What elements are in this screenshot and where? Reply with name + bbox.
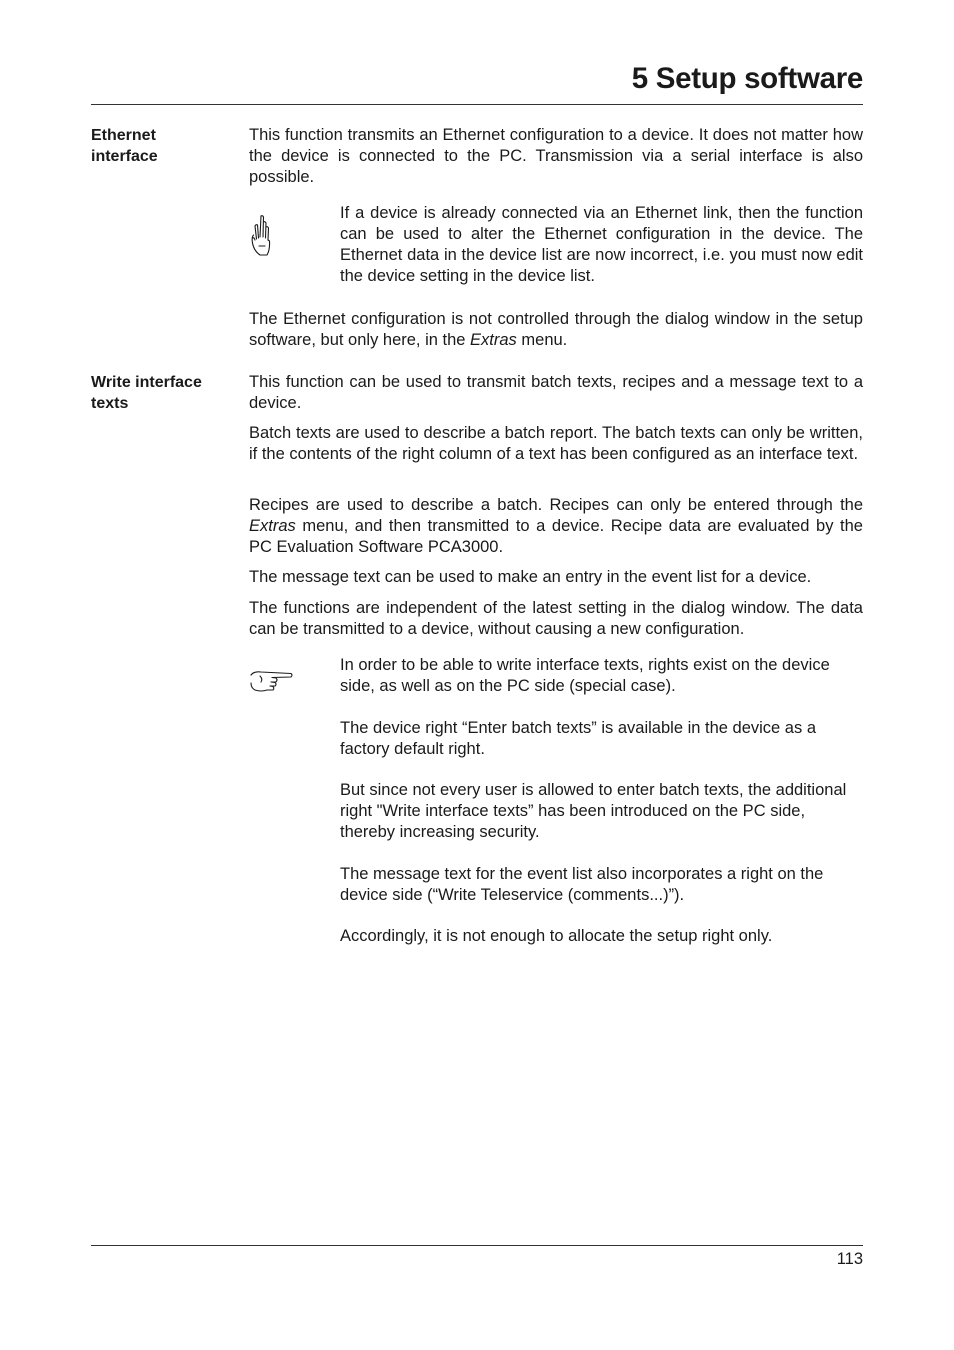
rights-note-5: Accordingly, it is not enough to allocate the setup right only. xyxy=(340,927,773,945)
rights-note-4: The message text for the event list also incorporates a right on the device side (“Write Teleservice (comments...)”). xyxy=(340,865,824,904)
recipes-paragraph: Recipes are used to describe a batch. Recipes can only be entered through the Extras menu, and then transmitted to a device. Recipe data are evaluated by the PC Evaluation Software PCA3000. xyxy=(249,496,863,556)
rights-note-1: In order to be able to write interface texts, rights exist on the device side, as well as on the PC side (special case). xyxy=(340,656,830,695)
pointing-hand-icon xyxy=(249,670,295,701)
chapter-title: 5 Setup software xyxy=(631,62,863,95)
raised-hand-icon xyxy=(249,213,275,264)
section-label-ethernet-interface: Ethernet interface xyxy=(91,127,158,165)
write-intro-paragraph: This function can be used to transmit batch texts, recipes and a message text to a device. xyxy=(249,373,863,412)
extras-menu-term: Extras xyxy=(249,517,296,535)
ethernet-intro-paragraph: This function transmits an Ethernet configuration to a device. It does not matter how the device is connected to the PC. Transmission via a serial interface is also possible. xyxy=(249,126,863,186)
batch-texts-paragraph: Batch texts are used to describe a batch report. The batch texts can only be written, if the contents of the right column of a text has been configured as an interface text. xyxy=(249,424,863,463)
message-text-paragraph: The message text can be used to make an entry in the event list for a device. xyxy=(249,568,812,586)
extras-menu-term: Extras xyxy=(470,331,517,349)
page-number: 113 xyxy=(836,1250,863,1268)
rights-note-3: But since not every user is allowed to enter batch texts, the additional right "Write interface texts” has been introduced on the PC side, thereby increasing security. xyxy=(340,781,847,841)
ethernet-note: If a device is already connected via an Ethernet link, then the function can be used to alter the Ethernet configuration in the device. The Ethernet data in the device list are now incorrect, i.e. you must now edit the device setting in the device list. xyxy=(340,204,863,285)
header-divider xyxy=(91,104,863,105)
footer-divider xyxy=(91,1245,863,1246)
independence-paragraph: The functions are independent of the latest setting in the dialog window. The data can be transmitted to a device, without causing a new configuration. xyxy=(249,599,863,638)
ethernet-extras-paragraph: The Ethernet configuration is not controlled through the dialog window in the setup software, but only here, in the Extras menu. xyxy=(249,310,863,349)
section-label-write-interface-texts: Write interface texts xyxy=(91,374,202,412)
rights-note-2: The device right “Enter batch texts” is available in the device as a factory default right. xyxy=(340,719,816,758)
